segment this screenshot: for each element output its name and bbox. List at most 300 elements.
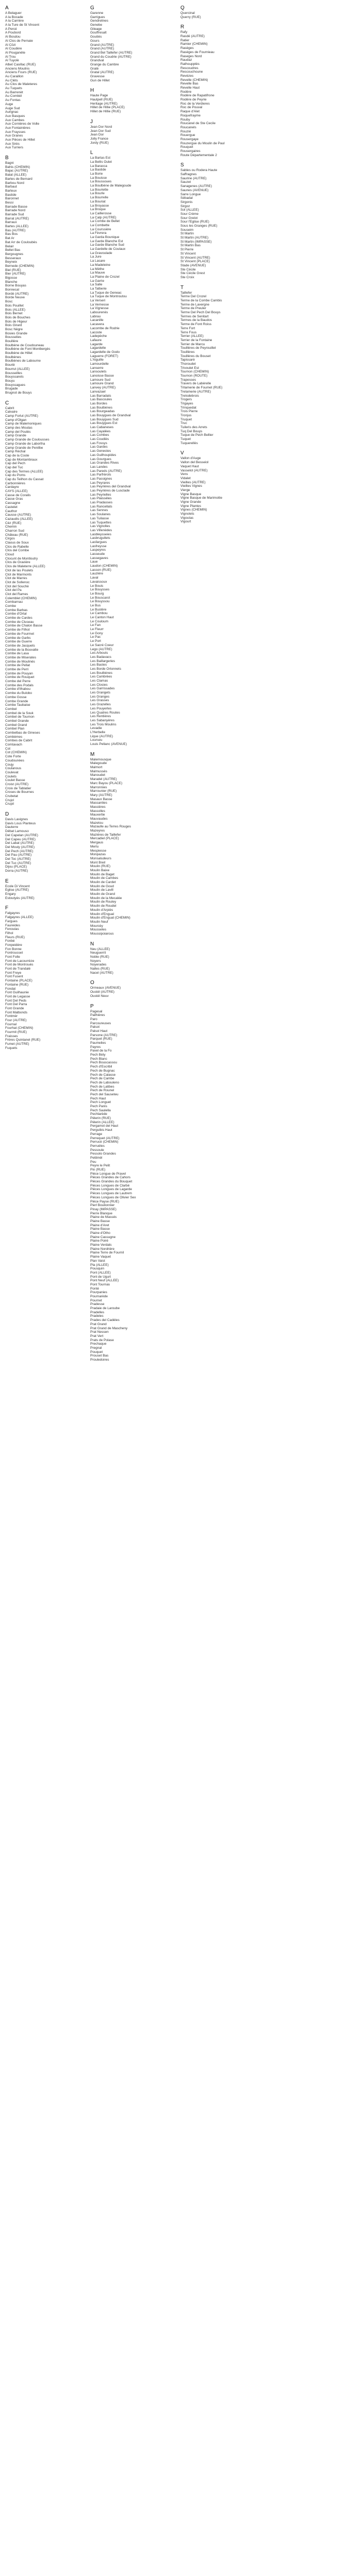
street-name-item: La Boulbène de Malegoude <box>90 184 131 188</box>
street-name-item: Las Passignes <box>90 477 112 481</box>
street-name-item: Casse Gras <box>5 497 23 501</box>
street-name-item: Casse de Coralis <box>5 493 31 497</box>
street-name-item: Bois Girard <box>5 324 22 328</box>
street-name-item: Font Folle <box>5 955 20 959</box>
street-name-item: Combel Grande <box>5 719 29 723</box>
street-name-item: Roc de Pouval <box>180 106 203 110</box>
street-name-item: Combe des Podals <box>5 683 34 687</box>
street-name-item: Labrau <box>90 314 101 318</box>
street-name-item: Mary (AUTRE) <box>90 793 112 797</box>
letter-section <box>90 752 168 936</box>
street-name-item: Bois Pouillet <box>5 303 24 308</box>
street-name-item: Camp Grande de Penilbe <box>5 446 43 450</box>
street-name-item: Fenoulas <box>5 927 19 931</box>
street-name-item: Terre Fort <box>180 326 195 330</box>
street-name-item: Colemblet (CHEMIN) <box>5 596 37 600</box>
street-name-item: Fontrousset <box>5 951 23 955</box>
street-name-item: La Baracca <box>90 164 107 168</box>
street-name-item: Camp d'Olgan <box>5 418 27 422</box>
street-name-item: Mazières de Taillefer <box>90 833 121 837</box>
street-name-item: Pech Longuet <box>90 1100 111 1105</box>
street-name-item: Combe Grande <box>5 699 28 703</box>
section-letter-heading: N <box>90 941 94 947</box>
street-name-item: Tournon (ROUTE) <box>180 374 208 378</box>
street-name-item: Oustèl Neuv <box>90 994 109 998</box>
street-name-item: Plaine Verdals <box>90 1243 112 1247</box>
section-letter-heading: F <box>5 905 9 911</box>
street-name-item: Revelle Haut <box>180 86 200 90</box>
street-name-item: Terme de Preuler <box>180 307 206 311</box>
street-name-item: Mazeyres <box>90 829 105 833</box>
street-name-item: Las Villenèdes <box>90 528 112 532</box>
street-name-item: Vigne Grande <box>180 500 201 504</box>
street-name-item: Le Couloum <box>90 619 109 623</box>
street-name-item: La Plaine de Crozel <box>90 275 120 279</box>
street-name-item: Croist (AUTRE) <box>5 782 29 786</box>
street-name-item: Barrat (AUTRE) <box>5 216 29 221</box>
street-name-item: Monsaludeurs <box>90 856 111 860</box>
street-name-item: Clot de Marres <box>5 577 27 581</box>
street-name-item: Cabrit <box>5 406 14 410</box>
street-name-item: Plaine de Massés <box>90 1215 117 1219</box>
street-name-item: La Garrie <box>90 279 105 283</box>
street-name-item: Pech de Bugnac <box>90 1069 115 1073</box>
street-name-item: Heritage (AUTRE) <box>90 101 118 106</box>
street-name-item: Mousseles <box>90 928 107 932</box>
street-name-item: Rouquet <box>180 145 193 149</box>
street-name-item: Laspeyres <box>90 548 106 552</box>
street-name-item: Las Tuquettes <box>90 520 111 524</box>
street-name-item: Cot <box>5 747 11 751</box>
street-name-item: Plaine Vaquet <box>90 1255 111 1259</box>
street-name-item: St Martin (IMPASSE) <box>180 240 212 244</box>
street-name-item: Bas (AUTRE) <box>5 228 26 232</box>
street-name-item: Blanche <box>5 280 18 284</box>
street-name-item: Combe Taubaise <box>5 703 30 707</box>
street-name-item: Fourhat (CHEMIN) <box>5 1026 34 1030</box>
street-name-item: Jean Dor Nord <box>90 125 112 129</box>
street-name-item: Lassegaves <box>90 556 108 560</box>
street-name-item: Les Quatres Routes <box>90 710 120 715</box>
street-name-item: Vigne Basque de Marimoitie <box>180 496 223 500</box>
street-name-item: Lanvazael <box>90 389 106 394</box>
street-name-item: Nacel (AUTRE) <box>90 971 113 975</box>
street-name-item: Pech Haut <box>90 1096 106 1100</box>
street-name-item: Perrequet (AUTRE) <box>90 1136 120 1140</box>
street-name-item: Malmort <box>90 766 103 770</box>
street-name-item: Ste Croix <box>180 275 194 279</box>
section-letter-heading: L <box>90 150 93 156</box>
street-name-item: La Bellis Oulet <box>90 160 112 164</box>
index-column-2 <box>90 5 168 1367</box>
letter-section <box>5 155 82 395</box>
street-name-item: La Courssière <box>90 227 111 231</box>
street-name-item: Combe de Lasa <box>5 652 29 656</box>
street-name-item: Frères Quintanel (RUE) <box>5 1038 41 1042</box>
street-name-item: Bellet Bas <box>5 248 21 252</box>
street-name-item: Gendrelines <box>90 19 109 23</box>
street-name-item: Aux Turriers <box>5 146 24 150</box>
street-name-item: Roc de la Verdieres <box>180 101 210 106</box>
street-name-item: Lique (AUTRE) <box>90 734 113 738</box>
street-name-item: Font de Lacourrèze <box>5 959 35 963</box>
street-name-item: La Talberie <box>90 286 107 291</box>
street-name-item: Lego (AUTRE) <box>90 647 112 651</box>
street-name-item: Fontaine (RUE) <box>5 982 29 987</box>
street-name-item: Lasseude <box>90 552 105 556</box>
street-name-item: Font Del Peds <box>5 998 27 1003</box>
street-name-item: Le Bus <box>90 603 101 607</box>
street-name-item: Rasdé (AUTRE) <box>180 35 205 39</box>
street-name-item: Combe de Miserates <box>5 655 36 659</box>
street-name-item: Font Grande <box>5 1006 24 1010</box>
street-name-item: Bartes (ALLEE) <box>5 225 29 229</box>
street-name-item: Las Bouygues de Grandval <box>90 413 131 417</box>
street-name-item: Croses de Bournes <box>5 790 34 794</box>
street-name-item: Terme Del Pech Del Bouys <box>180 311 221 315</box>
street-name-item: La Mauve <box>90 271 105 275</box>
street-name-item: Tournon (CHEMIN) <box>180 370 209 374</box>
street-name-item: Las Bordes <box>90 401 107 405</box>
street-name-item: Ladepèche <box>90 334 107 338</box>
street-name-item: Noyerades <box>90 963 107 967</box>
street-name-item: Lamoure Grand <box>90 382 114 386</box>
street-name-item: Lafaure <box>90 338 102 342</box>
street-name-item: Combe d'Ilhabou <box>5 687 30 691</box>
street-name-item: Sables ou Rodera Haute <box>180 168 218 173</box>
street-name-item: Camp Grande <box>5 434 26 438</box>
street-name-item: Au Tuquets <box>5 87 22 91</box>
street-name-item: St Martin <box>180 232 194 236</box>
street-name-item: Las Coudiès <box>90 437 109 442</box>
street-name-item: Las Gardes <box>90 445 108 449</box>
street-name-item: Sour Crème <box>180 212 199 216</box>
street-name-item: Le Port <box>90 639 101 643</box>
street-name-item: Route Départementale 2 <box>180 153 217 157</box>
street-name-item: Font de Trandalé <box>5 967 31 971</box>
street-name-item: Aux Cambes <box>5 118 25 122</box>
street-name-item: Rescoudres <box>180 66 198 70</box>
street-name-item: Albet Casillac (RUE) <box>5 62 36 66</box>
street-name-item: Lavaissoux <box>90 580 107 584</box>
street-name-item: Las Guilhoupides <box>90 453 117 457</box>
street-name-item: La Bouriette <box>90 188 109 192</box>
street-name-item: Lanoisse Basse <box>90 374 114 378</box>
street-name-item: Fuquets <box>5 1046 18 1050</box>
section-letter-heading: E <box>5 878 9 884</box>
street-name-item: Mauvaudes <box>90 817 108 821</box>
street-name-item: Bois de Bouches <box>5 315 30 319</box>
street-name-item: Barrade Nord <box>5 209 26 213</box>
street-name-item: Moulin de Roudel <box>90 904 117 908</box>
street-name-item: Monpazas <box>90 853 106 857</box>
street-name-item: Grand Bel Taillefer (AUTRE) <box>90 50 132 55</box>
street-name-item: Pech de Cambe <box>90 1077 114 1081</box>
street-name-item: Plaine Terre de Fournil <box>90 1251 124 1255</box>
street-name-item: Les Arbouts <box>90 651 108 655</box>
street-name-item: Pradeles <box>90 1314 104 1318</box>
street-name-item: Combe d'Ortal <box>5 612 27 616</box>
street-name-item: Bouriè <box>5 363 15 367</box>
street-name-item: Les Cambrèes <box>90 675 112 679</box>
street-name-item: Parquet (RUE) <box>90 1037 112 1041</box>
street-name-item: St Vincent <box>180 251 196 256</box>
street-name-item: Perruèles <box>90 1144 105 1148</box>
street-name-item: Prat Grand de Mascheny <box>90 1326 128 1330</box>
street-name-item: Bouyu <box>5 379 15 383</box>
street-name-item: Vignes (CHEMIN) <box>180 508 207 512</box>
street-name-item: Bajac (AUTRE) <box>5 169 28 173</box>
street-name-item: Prat Grand <box>90 1322 107 1326</box>
street-name-item: La Vernesse <box>90 302 109 307</box>
street-name-item: Fourmit (RUE) <box>5 1030 27 1035</box>
letter-section <box>5 811 82 873</box>
street-name-item: Bernede (CHEMIN) <box>5 264 35 268</box>
street-name-item: Les Sabanyères <box>90 718 114 722</box>
street-name-item: Manoudet <box>90 773 105 777</box>
street-name-item: Trivoulet Est <box>180 366 199 370</box>
street-name-item: Pessoule <box>90 1148 104 1152</box>
street-name-item: Cap du Teilhon du Cassat <box>5 478 44 481</box>
street-name-item: Saurine (AUTRE) <box>180 176 207 180</box>
street-name-item: Al Trou <box>5 55 16 59</box>
street-name-item: Paro <box>90 1017 97 1021</box>
street-name-item: Aux Fontainières <box>5 126 30 130</box>
street-name-item: Plaine d'Otho <box>90 1231 110 1235</box>
street-name-item: Clos del Combe <box>5 549 29 553</box>
street-name-item: Fontmèr <box>5 1014 18 1019</box>
street-name-item: Hillet de Hillie (PLACE) <box>90 106 125 110</box>
street-name-item: Ratier <box>180 38 190 42</box>
street-name-item: Cassagne <box>5 501 21 505</box>
street-name-item: Hautpell (RUE) <box>90 98 113 102</box>
street-name-item: Sirgonis <box>180 200 193 204</box>
street-name-item: Ste Cécile Grest <box>180 272 205 276</box>
street-name-item: Castelet <box>5 505 18 509</box>
index-column-1 <box>5 5 82 1056</box>
street-name-item: Combèmes <box>5 735 23 739</box>
street-name-item: Le Gony <box>90 631 103 635</box>
street-name-item: La Gardelle de Coulaux <box>90 247 126 251</box>
street-name-item: Rouzergue du Moulin de Paul <box>180 141 225 145</box>
street-name-item: Perrucè (CHEMIN) <box>90 1140 119 1144</box>
street-name-item: Mazaulle au Terres Rouges <box>90 825 131 829</box>
street-name-item: Pièces Grandes de Cahors <box>90 1176 131 1180</box>
letter-section <box>5 5 82 150</box>
street-name-item: Crupil <box>5 802 14 806</box>
street-name-item: Fargues <box>5 919 18 923</box>
street-name-item: Garrigues <box>90 15 105 19</box>
street-name-item: Pierre Blanque <box>90 1211 112 1215</box>
street-name-item: Las Grandes Rives <box>90 461 119 465</box>
street-name-item: Las Parfrèrols <box>90 473 111 477</box>
street-name-item: Clot del Rames <box>5 592 28 596</box>
street-name-item: Marronnies <box>90 785 107 789</box>
street-name-item: Borne Bouyas <box>5 284 26 288</box>
street-name-item: Pergamot del Haut <box>90 1124 119 1128</box>
street-name-item: Massières <box>90 805 106 809</box>
street-name-item: Beyneix <box>5 260 18 264</box>
street-name-item: Clos de Rabelle <box>5 545 29 549</box>
street-name-item: Cloud <box>5 553 14 557</box>
street-name-item: Fleurs (RUE) <box>5 935 25 939</box>
street-name-item: Moulin de Grand <box>90 892 115 896</box>
street-name-item: Combe de Moulinès <box>5 659 35 664</box>
street-name-item: Le Bouyssou <box>90 600 110 604</box>
street-name-item: La Borie <box>90 172 103 176</box>
street-name-item: Las Fossys <box>90 441 107 445</box>
street-name-item: Sour Grelot <box>180 216 198 220</box>
street-name-item: Font Malbonds <box>5 1010 27 1014</box>
street-name-item: Pournarède <box>90 1295 108 1298</box>
street-name-item: Besseraux <box>5 256 21 260</box>
street-name-item: Termes de Senitart <box>180 314 209 318</box>
street-name-item: Jean Dor <box>90 133 104 137</box>
street-name-item: Trelodebrois <box>180 394 199 398</box>
street-name-item: Plaine d'Aret <box>90 1223 109 1227</box>
street-name-item: Rousergaye <box>180 137 199 141</box>
street-name-item: Paumeiles <box>90 1041 106 1045</box>
street-name-item: Perrage <box>90 1132 103 1136</box>
street-name-item: Tuquerellès <box>180 441 198 445</box>
street-name-item: Bosc Nègre <box>5 327 23 331</box>
street-name-item: Combe de Fourmet <box>5 632 34 636</box>
street-name-item: Revelle Bas <box>180 82 198 86</box>
street-name-item: A la Carrière <box>5 19 24 23</box>
street-name-item: Las Soulanes <box>90 513 111 517</box>
street-name-item: Las Boulbènes <box>90 405 113 410</box>
street-name-item: Trois Pierre <box>180 410 198 414</box>
street-name-item: Vidalet <box>180 476 191 480</box>
street-name-item: Pont Tournas <box>90 1282 110 1286</box>
street-name-item: Raseges Nord <box>180 54 202 58</box>
street-name-item: Louis Pellanc (AVENUE) <box>90 742 127 746</box>
street-name-item: Estoutyès (AUTRE) <box>5 896 35 900</box>
street-name-item: Bosies Grande <box>5 331 27 335</box>
street-name-item: Fraisses <box>5 1034 18 1038</box>
street-name-item: Cirgos <box>5 537 15 541</box>
street-name-item: Thoroudet <box>180 362 196 366</box>
street-name-item: Cap du Poms <box>5 473 26 478</box>
street-name-item: Mourcèy <box>90 924 103 928</box>
street-name-item: Font Freye <box>5 971 22 975</box>
street-name-item: Auge <box>5 102 13 106</box>
street-name-item: Lagardelle de Godo <box>90 350 120 354</box>
street-name-item: Pièces Longues de Lautrem <box>90 1192 132 1196</box>
street-name-item: Bergougnes <box>5 252 24 256</box>
street-name-item: Trogers <box>180 398 192 402</box>
street-name-item: Cap des Termes (ALLEE) <box>5 469 43 473</box>
street-name-item: Camp Forlut (AUTRE) <box>5 414 38 418</box>
street-name-item: Terre Fous <box>180 330 197 334</box>
street-name-item: A Percé <box>5 27 17 31</box>
street-name-item: Las Bouygues Est <box>90 421 118 426</box>
street-name-item: Touillères de Peyrouillet <box>180 346 216 350</box>
street-name-item: Aux Sirès <box>5 142 20 146</box>
street-name-item: La Mèthe <box>90 267 105 271</box>
street-name-item: Pailhières <box>90 1013 105 1018</box>
street-name-item: Le Fan <box>90 623 101 628</box>
street-name-item: Terme Del Crozel <box>180 295 207 299</box>
street-name-item: Raudaz <box>180 58 192 62</box>
street-name-item: Gravesse <box>90 75 105 78</box>
street-name-item: Bois Bernet <box>5 312 23 316</box>
street-name-item: Noyers <box>90 959 101 963</box>
street-name-item: Vierge <box>180 488 190 492</box>
street-name-item: Las Bourgeadas <box>90 410 115 414</box>
street-name-item: Las Bascoules <box>90 398 112 402</box>
street-name-item: Plan Vaist <box>90 1259 105 1263</box>
street-name-item: Stade (AVENUE) <box>180 263 206 267</box>
street-name-item: La Bastide <box>90 168 106 172</box>
street-name-item: Aux Fraysses <box>5 130 26 134</box>
street-name-item: Combelbas de Gineses <box>5 731 40 735</box>
street-name-item: Sauzet <box>180 180 191 184</box>
street-name-item: Balat (ALLEE) <box>5 173 27 177</box>
street-name-item: Combe de la Bouvatte <box>5 648 39 652</box>
street-name-item: Ste Cécile <box>180 267 196 272</box>
street-name-item: Combarnau <box>5 600 23 604</box>
street-name-item: A Belaguer <box>5 11 22 15</box>
street-name-item: Les Badavacs <box>90 655 111 659</box>
street-name-item: La Bartas Est <box>90 156 111 160</box>
street-name-item: Las Vignolles <box>90 524 110 529</box>
street-name-item: Cap de Montambraux <box>5 457 38 462</box>
street-name-item: Lauzière <box>90 572 103 576</box>
street-name-item: Mespiesse <box>90 849 107 853</box>
street-name-item: Lanvey (AUTRE) <box>90 386 116 390</box>
street-name-item: Lacanille <box>90 318 104 323</box>
street-name-item: Jolly France <box>90 137 109 141</box>
street-name-item: Fonpeidère <box>5 943 22 947</box>
street-name-item: Bigosse <box>5 276 18 280</box>
street-name-item: Parsone (AUTRE) <box>90 1033 118 1037</box>
street-name-item: Roucanel de Ste Cecile <box>180 122 216 126</box>
street-name-item: Ormeaux (AVENUE) <box>90 986 121 990</box>
street-name-item: Les Rentières <box>90 715 111 719</box>
street-name-item: L'Aiguille <box>90 358 104 362</box>
street-name-item: Las Pareds (AUTRE) <box>90 469 122 473</box>
section-letter-heading: B <box>5 155 9 161</box>
street-name-item: Al Bosdou <box>5 35 21 39</box>
street-name-item: Terrier de Marcu <box>180 342 205 346</box>
street-name-item: Pournet <box>90 1298 102 1302</box>
street-name-item: Las Cayalèes <box>90 429 111 433</box>
street-name-item: Al Cözi <box>5 43 16 47</box>
street-name-item: Pradesse <box>90 1302 105 1307</box>
street-name-item: Lasson (RUE) <box>90 568 111 572</box>
street-name-item: Bat Arr de Couloubès <box>5 240 37 244</box>
street-name-item: La Jure <box>90 255 102 259</box>
street-name-item: Moulin d'Engual <box>90 912 114 916</box>
street-name-item: Bessi <box>5 200 13 205</box>
street-name-item: Moulin de Cambes <box>90 876 119 880</box>
section-letter-heading: G <box>90 5 94 11</box>
street-name-item: Coulanous <box>5 767 22 771</box>
street-name-item: St Vincent (PLACE) <box>180 260 210 264</box>
street-name-item: Vigne Basque <box>180 492 202 496</box>
street-name-item: Terrier de la Fontaine <box>180 338 212 342</box>
street-name-item: Plaine Basse <box>90 1227 110 1231</box>
section-letter-heading: O <box>90 980 94 986</box>
letter-section <box>180 450 258 524</box>
street-name-item: Pla (ALLEE) <box>90 1263 109 1267</box>
street-name-item: La Broyasse <box>90 204 109 208</box>
street-name-item: Laue <box>90 560 98 564</box>
street-name-item: Las Cabaneses <box>90 426 114 429</box>
street-name-item: Falgayres (ALLEE) <box>5 916 34 920</box>
street-name-item: Barteux <box>5 189 17 193</box>
